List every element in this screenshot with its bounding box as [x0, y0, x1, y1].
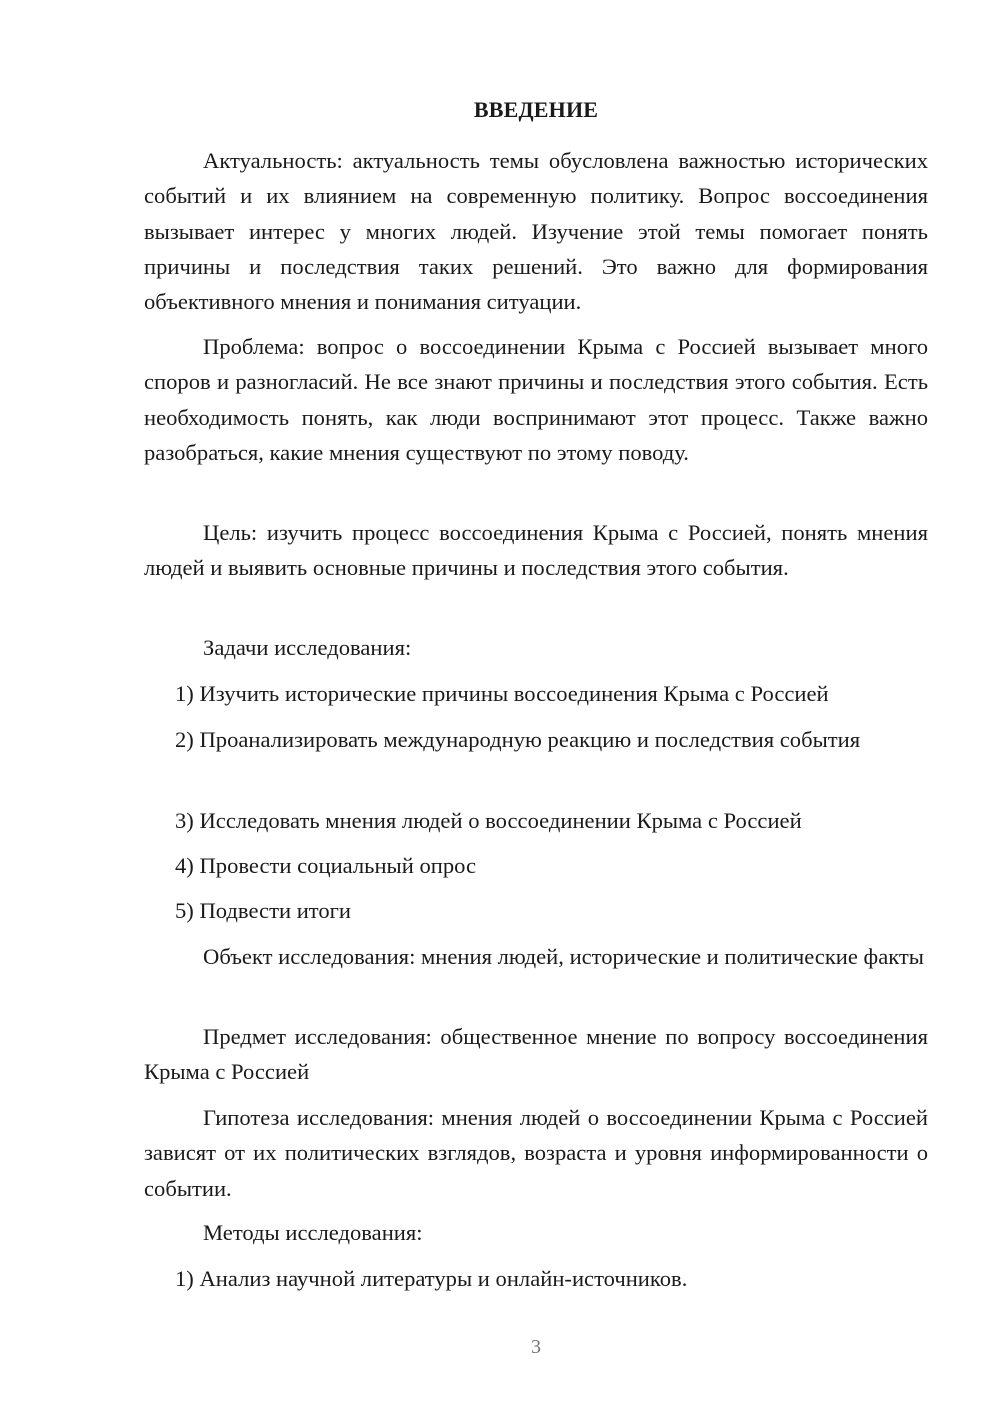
paragraph-object: Объект исследования: мнения людей, исторические и политические факты	[203, 944, 924, 969]
page-number: 3	[531, 1336, 541, 1358]
tasks-heading: Задачи исследования:	[203, 635, 412, 660]
task-item-1: 1) Изучить исторические причины воссоединения Крыма с Россией	[175, 681, 829, 706]
paragraph-subject: Предмет исследования: общественное мнение по вопросу воссоединения Крыма с Россией	[144, 1024, 928, 1085]
task-item-5: 5) Подвести итоги	[175, 898, 352, 923]
method-item-1: 1) Анализ научной литературы и онлайн-источников.	[175, 1266, 688, 1291]
task-item-2: 2) Проанализировать международную реакцию и последствия события	[175, 727, 861, 752]
paragraph-problem: Проблема: вопрос о воссоединении Крыма с Россией вызывает много споров и разногласий. Не все знают причины и последствия этого события. Есть необходимость понять, как люди воспринимают этот процесс. Также важно разобраться, какие мнения существуют по этому поводу.	[144, 334, 928, 465]
page-title: ВВЕДЕНИЕ	[473, 97, 599, 122]
paragraph-hypothesis: Гипотеза исследования: мнения людей о воссоединении Крыма с Россией зависят от их политических взглядов, возраста и уровня информированности о событии.	[144, 1105, 928, 1201]
task-item-3: 3) Исследовать мнения людей о воссоединении Крыма с Россией	[175, 808, 802, 833]
methods-heading: Методы исследования:	[203, 1220, 423, 1245]
paragraph-goal: Цель: изучить процесс воссоединения Крыма с Россией, понять мнения людей и выявить основные причины и последствия этого события.	[144, 520, 928, 581]
task-item-4: 4) Провести социальный опрос	[175, 853, 477, 878]
paragraph-relevance: Актуальность: актуальность темы обусловлена важностью исторических событий и их влиянием на современную политику. Вопрос воссоединения вызывает интерес у многих людей. Изучение этой темы помогает понять причины и последствия таких решений. Это важно для формирования объективного мнения и понимания ситуации.	[144, 148, 928, 315]
